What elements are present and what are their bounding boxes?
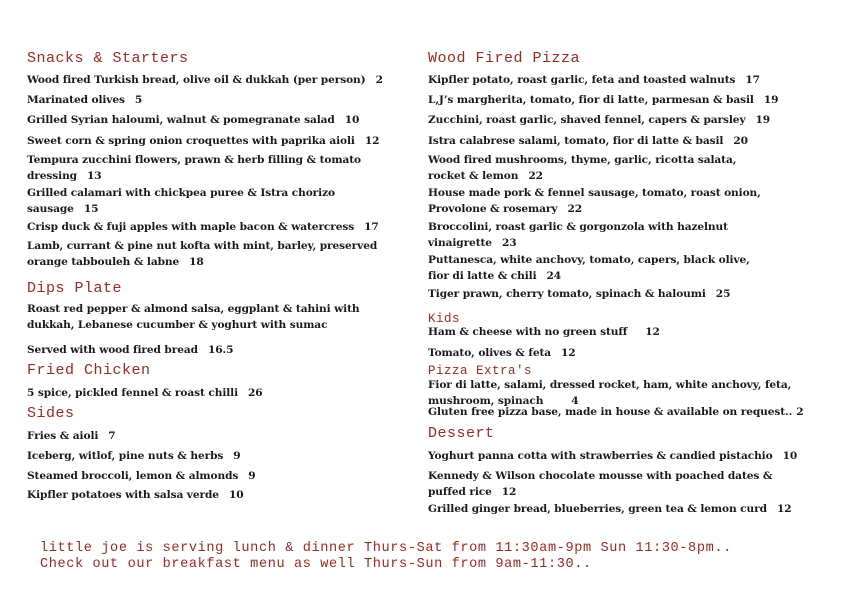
- section-title-kids: Kids: [428, 312, 461, 326]
- section-title-pizza-extras: Pizza Extra's: [428, 364, 533, 378]
- menu-item: Gluten free pizza base, made in house & available on request.. 2: [428, 406, 804, 418]
- menu-item: Tomato, olives & feta 12: [428, 347, 576, 359]
- menu-item: Sweet corn & spring onion croquettes with paprika aioli 12: [27, 135, 380, 147]
- section-title-pizza: Wood Fired Pizza: [428, 50, 581, 67]
- menu-item: Steamed broccoli, lemon & almonds 9: [27, 470, 256, 482]
- footer-hours-line: little joe is serving lunch & dinner Thurs-Sat from 11:30am-9pm Sun 11:30-8pm..: [40, 541, 732, 556]
- menu-item: Fries & aioli 7: [27, 430, 116, 442]
- menu-item: Yoghurt panna cotta with strawberries & candied pistachio 10: [428, 450, 798, 462]
- menu-item: Lamb, currant & pine nut kofta with mint, barley, preserved orange tabbouleh & labne 18: [27, 240, 378, 268]
- menu-item: Served with wood fired bread 16.5: [27, 344, 234, 356]
- menu-item: Iceberg, witlof, pine nuts & herbs 9: [27, 450, 241, 462]
- menu-item: Grilled calamari with chickpea puree & Istra chorizo sausage 15: [27, 187, 335, 215]
- menu-item: Grilled Syrian haloumi, walnut & pomegranate salad 10: [27, 114, 360, 126]
- menu-item: Crisp duck & fuji apples with maple bacon & watercress 17: [27, 221, 379, 233]
- menu-item: Wood fired Turkish bread, olive oil & dukkah (per person) 2: [27, 74, 383, 86]
- menu-item: L,J’s margherita, tomato, fior di latte, parmesan & basil 19: [428, 94, 779, 106]
- menu-item: Roast red pepper & almond salsa, eggplant & tahini with dukkah, Lebanese cucumber & yoghurt with sumac: [27, 303, 360, 331]
- menu-item: Broccolini, roast garlic & gorgonzola with hazelnut vinaigrette 23: [428, 221, 728, 249]
- section-title-dips: Dips Plate: [27, 280, 123, 297]
- menu-item: Kipfler potato, roast garlic, feta and toasted walnuts 17: [428, 74, 760, 86]
- menu-item: 5 spice, pickled fennel & roast chilli 26: [27, 387, 263, 399]
- menu-item: Istra calabrese salami, tomato, fior di latte & basil 20: [428, 135, 748, 147]
- menu-item: Marinated olives 5: [27, 94, 143, 106]
- section-title-dessert: Dessert: [428, 425, 495, 442]
- menu-item: House made pork & fennel sausage, tomato, roast onion, Provolone & rosemary 22: [428, 187, 761, 215]
- section-title-snacks: Snacks & Starters: [27, 50, 189, 67]
- menu-item: Tiger prawn, cherry tomato, spinach & haloumi 25: [428, 288, 731, 300]
- menu-item: Tempura zucchini flowers, prawn & herb filling & tomato dressing 13: [27, 154, 361, 182]
- section-title-fried-chicken: Fried Chicken: [27, 362, 151, 379]
- menu-item: Kipfler potatoes with salsa verde 10: [27, 489, 244, 501]
- menu-item: Wood fired mushrooms, thyme, garlic, ricotta salata, rocket & lemon 22: [428, 154, 737, 182]
- menu-item: Kennedy & Wilson chocolate mousse with poached dates & puffed rice 12: [428, 470, 773, 498]
- section-title-sides: Sides: [27, 405, 75, 422]
- menu-item: Puttanesca, white anchovy, tomato, capers, black olive, fior di latte & chili 24: [428, 254, 750, 282]
- menu-item: Zucchini, roast garlic, shaved fennel, capers & parsley 19: [428, 114, 771, 126]
- footer-breakfast-line: Check out our breakfast menu as well Thurs-Sun from 9am-11:30..: [40, 557, 592, 572]
- menu-item: Ham & cheese with no green stuff 12: [428, 326, 660, 338]
- menu-item: Fior di latte, salami, dressed rocket, ham, white anchovy, feta, mushroom, spinach 4: [428, 379, 792, 407]
- menu-item: Grilled ginger bread, blueberries, green tea & lemon curd 12: [428, 503, 792, 515]
